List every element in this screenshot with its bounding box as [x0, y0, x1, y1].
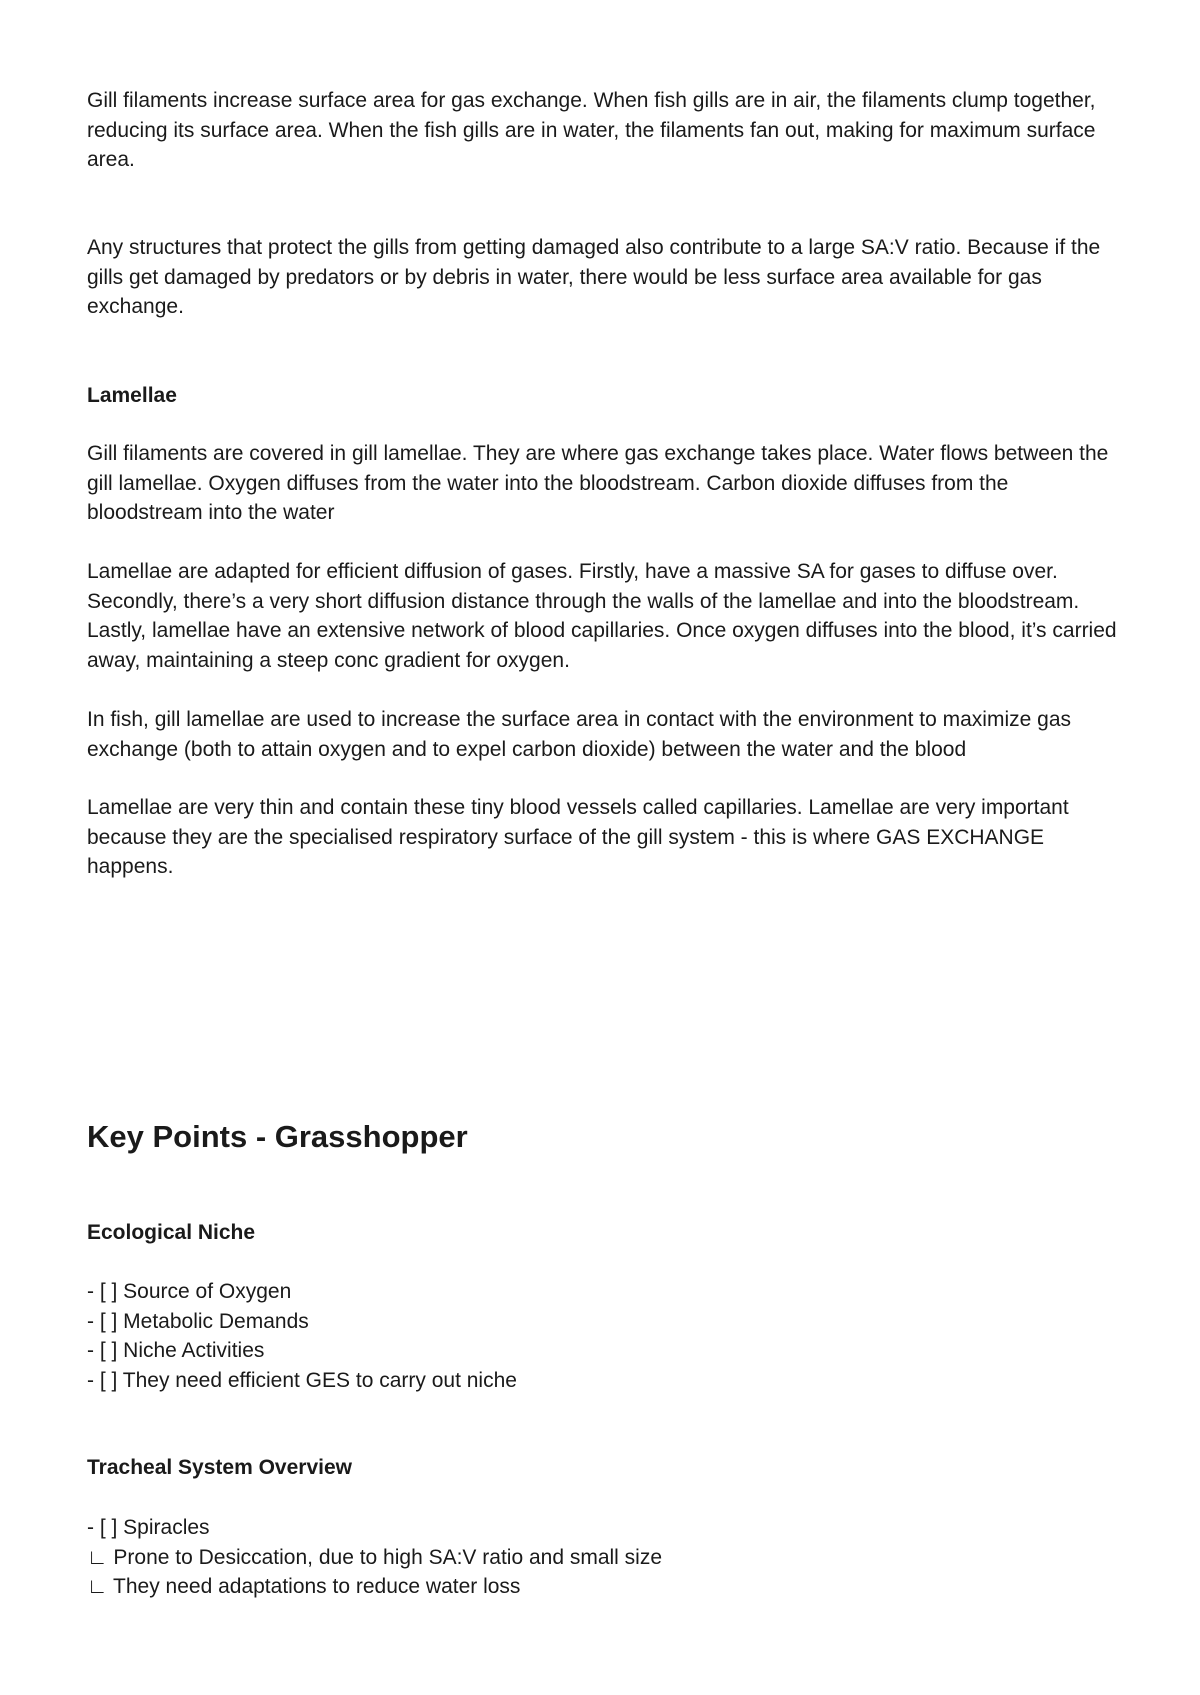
list-item: - [ ] Spiracles [87, 1516, 210, 1539]
lamellae-paragraph-3: In fish, gill lamellae are used to increase the surface area in contact with the environment to maximize gas exchange (both to attain oxygen and to expel carbon dioxide) between the water and the blood [87, 708, 1071, 761]
lamellae-heading: Lamellae [87, 384, 177, 407]
ecological-niche-list [87, 1277, 517, 1395]
gill-filaments-paragraph: Gill filaments increase surface area for gas exchange. When fish gills are in air, the filaments clump together, reducing its surface area. When the fish gills are in water, the filaments fan out, making for maximum surface area. [87, 89, 1096, 171]
list-item: ∟ They need adaptations to reduce water loss [87, 1575, 521, 1598]
list-item: ∟ Prone to Desiccation, due to high SA:V ratio and small size [87, 1545, 663, 1569]
tracheal-system-list [87, 1513, 662, 1602]
lamellae-paragraph-1: Gill filaments are covered in gill lamellae. They are where gas exchange takes place. Water flows between the gill lamellae. Oxygen diffuses from the water into the bloodstream. Carbon dioxide diffuses from the bloodstream into the water [87, 442, 1109, 524]
lamellae-paragraph-4: Lamellae are very thin and contain these tiny blood vessels called capillaries. Lamellae are very important because they are the specialised respiratory surface of the gill system - this is where GAS EXCHANGE happens. [87, 796, 1069, 878]
gill-protection-paragraph: Any structures that protect the gills from getting damaged also contribute to a large SA:V ratio. Because if the gills get damaged by predators or by debris in water, there would be less surface area available for gas exchange. [87, 236, 1101, 318]
list-item: - [ ] Metabolic Demands [87, 1309, 309, 1333]
grasshopper-heading: Key Points - Grasshopper [87, 1119, 468, 1154]
lamellae-paragraph-2: Lamellae are adapted for efficient diffusion of gases. Firstly, have a massive SA for gases to diffuse over. Secondly, there’s a very short diffusion distance through the walls of the lamellae and into the bloodstream. Lastly, lamellae have an extensive network of blood capillaries. Once oxygen diffuses into the blood, it’s carried away, maintaining a steep conc gradient for oxygen. [87, 560, 1117, 672]
ecological-niche-heading: Ecological Niche [87, 1221, 256, 1244]
list-item: - [ ] They need efficient GES to carry out niche [87, 1368, 517, 1392]
list-item: - [ ] Niche Activities [87, 1339, 265, 1362]
list-item: - [ ] Source of Oxygen [87, 1280, 292, 1303]
tracheal-system-heading: Tracheal System Overview [87, 1456, 352, 1479]
